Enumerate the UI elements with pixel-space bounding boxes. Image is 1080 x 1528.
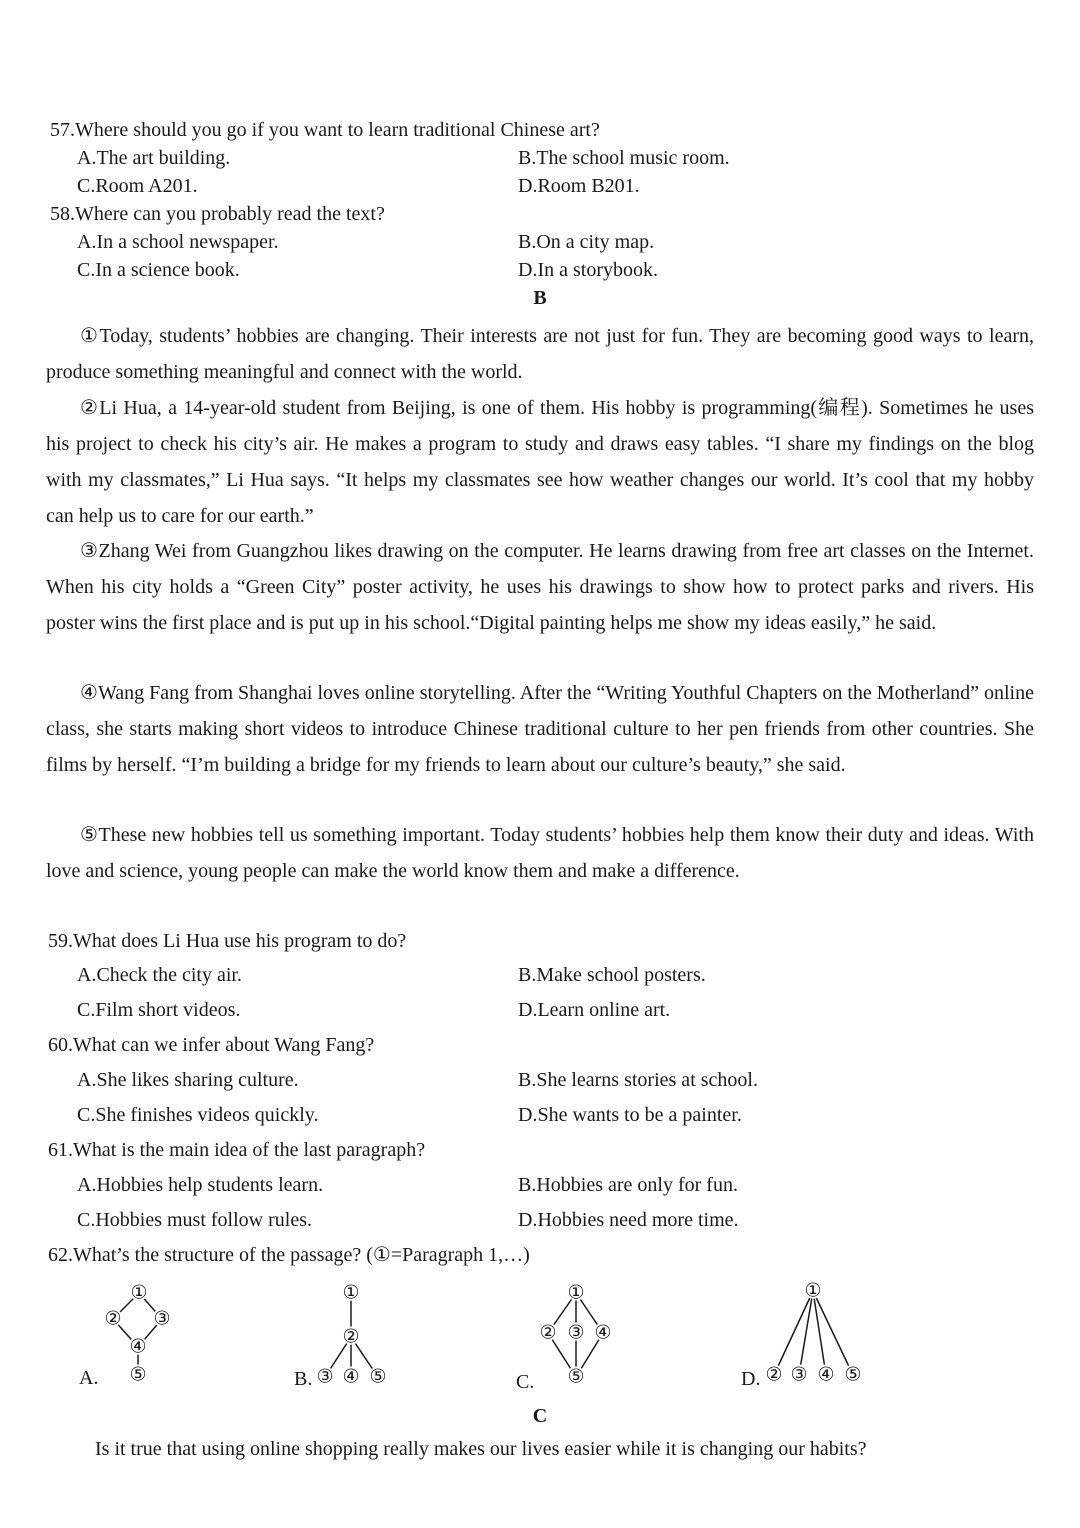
q60-option-c: C.She finishes videos quickly. — [77, 1104, 319, 1126]
b-node-5: ⑤ — [369, 1366, 387, 1388]
q61-option-d: D.Hobbies need more time. — [518, 1209, 739, 1231]
q57-option-d: D.Room B201. — [518, 175, 640, 197]
q61-option-b: B.Hobbies are only for fun. — [518, 1174, 738, 1196]
c-node-2: ② — [539, 1322, 557, 1344]
q58-stem: 58.Where can you probably read the text? — [50, 203, 385, 225]
c-node-3: ③ — [567, 1322, 585, 1344]
section-c-heading: C — [532, 1405, 548, 1427]
b-node-3: ③ — [316, 1366, 334, 1388]
q58-option-a: A.In a school newspaper. — [77, 231, 279, 253]
q62-stem: 62.What’s the structure of the passage? (①=Paragraph 1,…) — [48, 1244, 530, 1266]
q62-option-c-label: C. — [516, 1371, 535, 1393]
q59-option-d: D.Learn online art. — [518, 999, 671, 1021]
d-node-4: ④ — [817, 1364, 835, 1386]
d-node-5: ⑤ — [844, 1364, 862, 1386]
d-node-2: ② — [765, 1364, 783, 1386]
q60-stem: 60.What can we infer about Wang Fang? — [48, 1034, 375, 1056]
structure-diagrams — [0, 1275, 1080, 1405]
b-node-1: ① — [342, 1282, 360, 1304]
section-c-intro: Is it true that using online shopping really makes our lives easier while it is changing our habits? — [95, 1438, 867, 1460]
a-node-2: ② — [104, 1308, 122, 1330]
q57-option-b: B.The school music room. — [518, 147, 730, 169]
section-b-heading: B — [533, 287, 547, 309]
d-node-3: ③ — [790, 1364, 808, 1386]
c-node-5: ⑤ — [567, 1366, 585, 1388]
b-node-2: ② — [342, 1326, 360, 1348]
b-node-4: ④ — [342, 1366, 360, 1388]
q59-option-b: B.Make school posters. — [518, 964, 706, 986]
q57-option-c: C.Room A201. — [77, 175, 198, 197]
paragraph-4: ④Wang Fang from Shanghai loves online storytelling. After the “Writing Youthful Chapters on the Motherland” online class, she starts making short videos to introduce Chinese traditional culture to her pen friends from other countries. She films by herself. “I’m building a bridge for my friends to learn about our culture’s beauty,” she said. — [46, 682, 1034, 776]
paragraph-5: ⑤These new hobbies tell us something important. Today students’ hobbies help them know their duty and ideas. With love and science, young people can make the world know them and make a difference. — [46, 824, 1034, 882]
q60-option-a: A.She likes sharing culture. — [77, 1069, 299, 1091]
d-node-1: ① — [804, 1280, 822, 1302]
q59-stem: 59.What does Li Hua use his program to do? — [48, 930, 407, 952]
q59-option-c: C.Film short videos. — [77, 999, 241, 1021]
q61-stem: 61.What is the main idea of the last paragraph? — [48, 1139, 426, 1161]
q58-option-b: B.On a city map. — [518, 231, 655, 253]
paragraph-1: ①Today, students’ hobbies are changing. Their interests are not just for fun. They are becoming good ways to learn, produce something meaningful and connect with the world. — [46, 325, 1034, 383]
a-node-3: ③ — [153, 1308, 171, 1330]
q61-option-c: C.Hobbies must follow rules. — [77, 1209, 312, 1231]
a-node-1: ① — [130, 1282, 148, 1304]
q58-option-c: C.In a science book. — [77, 259, 240, 281]
q62-option-d-label: D. — [741, 1368, 761, 1390]
q60-option-b: B.She learns stories at school. — [518, 1069, 758, 1091]
paragraph-2: ②Li Hua, a 14-year-old student from Beijing, is one of them. His hobby is programming(编程). Sometimes he uses his project to check his city’s air. He makes a program to study and draws easy tables. “I share my findings on the blog with my classmates,” Li Hua says. “It helps my classmates see how weather changes our world. It’s cool that my hobby can help us to care for our earth.” — [46, 397, 1034, 527]
c-node-1: ① — [567, 1282, 585, 1304]
a-node-4: ④ — [129, 1336, 147, 1358]
q59-option-a: A.Check the city air. — [77, 964, 242, 986]
a-node-5: ⑤ — [129, 1364, 147, 1386]
paragraph-3: ③Zhang Wei from Guangzhou likes drawing on the computer. He learns drawing from free art classes on the Internet. When his city holds a “Green City” poster activity, he uses his drawings to show how to protect parks and rivers. His poster wins the first place and is put up in his school.“Digital painting helps me show my ideas easily,” he said. — [46, 540, 1034, 634]
q60-option-d: D.She wants to be a painter. — [518, 1104, 742, 1126]
q61-option-a: A.Hobbies help students learn. — [77, 1174, 324, 1196]
q62-option-a-label: A. — [79, 1367, 99, 1389]
q58-option-d: D.In a storybook. — [518, 259, 658, 281]
c-node-4: ④ — [594, 1322, 612, 1344]
q57-option-a: A.The art building. — [77, 147, 231, 169]
q62-option-b-label: B. — [294, 1368, 313, 1390]
q57-stem: 57.Where should you go if you want to learn traditional Chinese art? — [50, 119, 600, 141]
